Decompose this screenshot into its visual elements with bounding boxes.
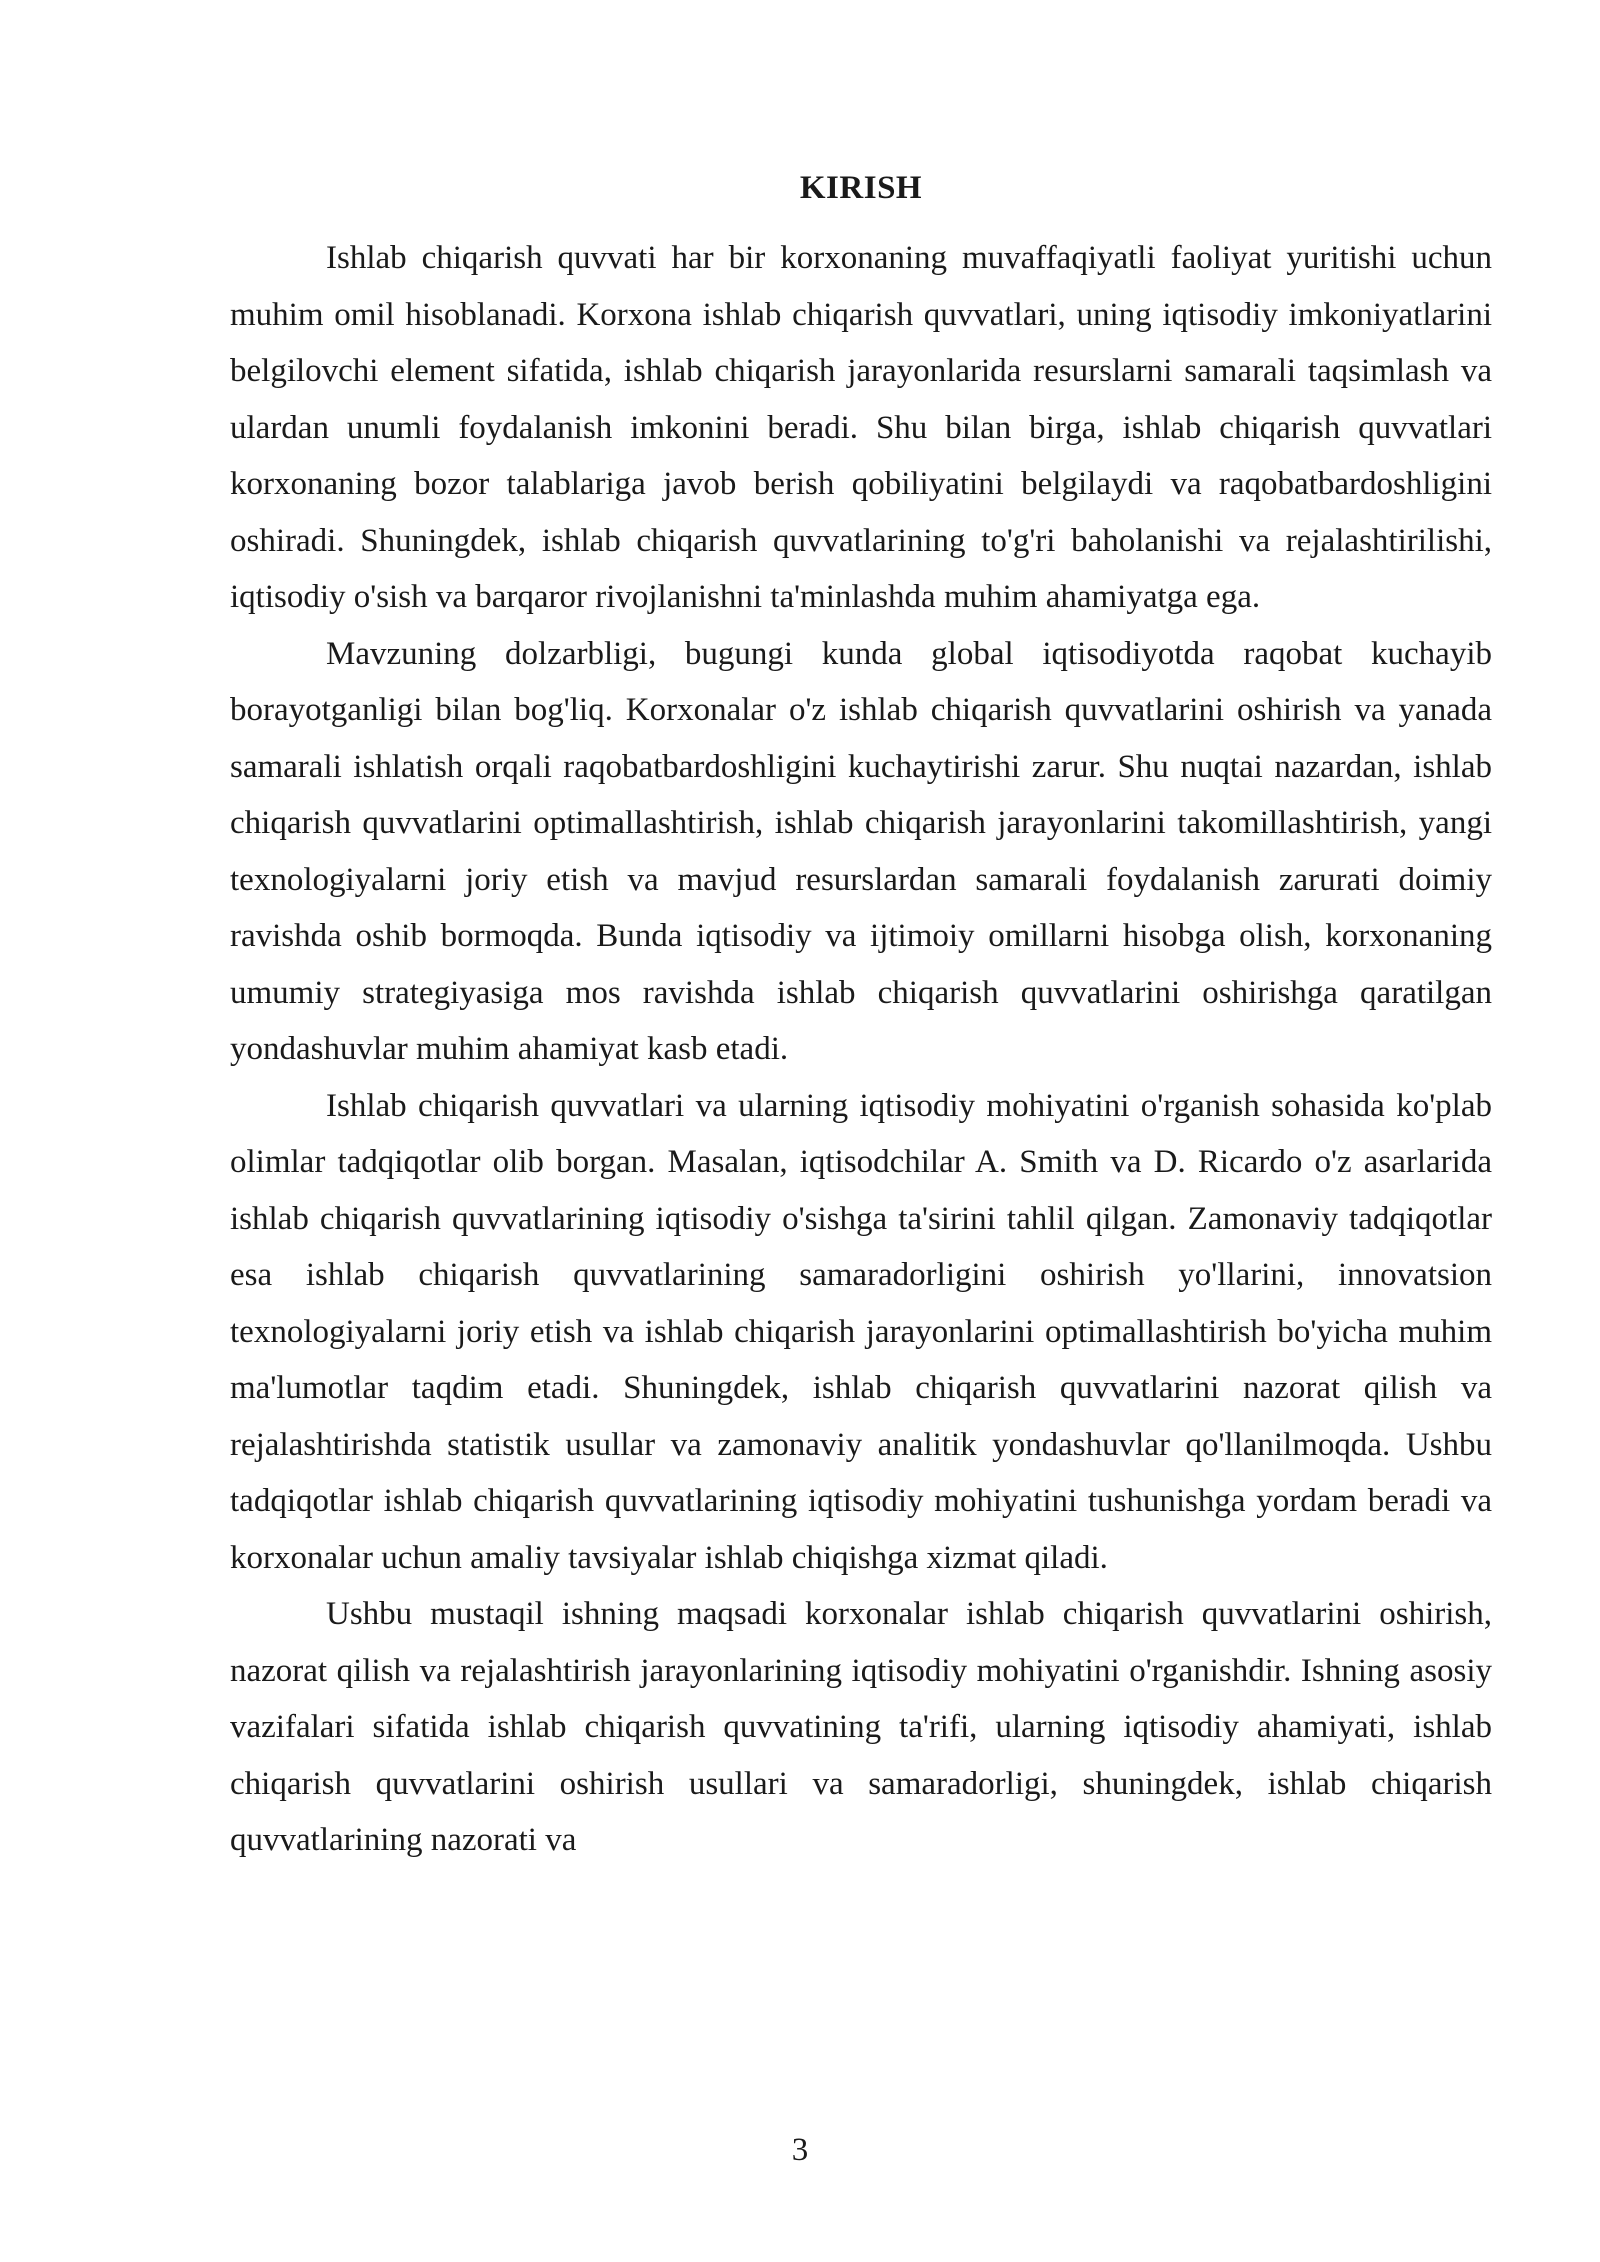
paragraph-4: Ushbu mustaqil ishning maqsadi korxonalar ishlab chiqarish quvvatlarini oshirish, nazorat qilish va rejalashtirish jarayonlarining iqtisodiy mohiyatini o'rganishdir. Ishning asosiy vazifalari sifatida ishlab chiqarish quvvatining ta'rifi, ularning iqtisodiy ahamiyati, ishlab chiqarish quvvatlarini oshirish usullari va samaradorligi, shuningdek, ishlab chiqarish quvvatlarining nazorati va (230, 1596, 1492, 1858)
paragraph-3: Ishlab chiqarish quvvatlari va ularning iqtisodiy mohiyatini o'rganish sohasida ko'plab olimlar tadqiqotlar olib borgan. Masalan, iqtisodchilar A. Smith va D. Ricardo o'z asarlarida ishlab chiqarish quvvatlarining iqtisodiy o'sishga ta'sirini tahlil qilgan. Zamonaviy tadqiqotlar esa ishlab chiqarish quvvatlarining samaradorligini oshirish yo'llarini, innovatsion texnologiyalarni joriy etish va ishlab chiqarish jarayonlarini optimallashtirish bo'yicha muhim ma'lumotlar taqdim etadi. Shuningdek, ishlab chiqarish quvvatlarini nazorat qilish va rejalashtirishda statistik usullar va zamonaviy analitik yondashuvlar qo'llanilmoqda. Ushbu tadqiqotlar ishlab chiqarish quvvatlarining iqtisodiy mohiyatini tushunishga yordam beradi va korxonalar uchun amaliy tavsiyalar ishlab chiqishga xizmat qiladi. (230, 1087, 1492, 1576)
section-title: KIRISH (799, 170, 923, 206)
page-number: 3 (791, 2132, 809, 2168)
paragraph-2: Mavzuning dolzarbligi, bugungi kunda global iqtisodiyotda raqobat kuchayib borayotganligi bilan bog'liq. Korxonalar o'z ishlab chiqarish quvvatlarini oshirish va yanada samarali ishlatish orqali raqobatbardoshligini kuchaytirishi zarur. Shu nuqtai nazardan, ishlab chiqarish quvvatlarini optimallashtirish, ishlab chiqarish jarayonlarini takomillashtirish, yangi texnologiyalarni joriy etish va mavjud resurslardan samarali foydalanish zarurati doimiy ravishda oshib bormoqda. Bunda iqtisodiy va ijtimoiy omillarni hisobga olish, korxonaning umumiy strategiyasiga mos ravishda ishlab chiqarish quvvatlarini oshirishga qaratilgan yondashuvlar muhim ahamiyat kasb etadi. (230, 635, 1492, 1067)
paragraph-1: Ishlab chiqarish quvvati har bir korxonaning muvaffaqiyatli faoliyat yuritishi uchun muhim omil hisoblanadi. Korxona ishlab chiqarish quvvatlari, uning iqtisodiy imkoniyatlarini belgilovchi element sifatida, ishlab chiqarish jarayonlarida resurslarni samarali taqsimlash va ulardan unumli foydalanish imkonini beradi. Shu bilan birga, ishlab chiqarish quvvatlari korxonaning bozor talablariga javob berish qobiliyatini belgilaydi va raqobatbardoshligini oshiradi. Shuningdek, ishlab chiqarish quvvatlarining to'g'ri baholanishi va rejalashtirilishi, iqtisodiy o'sish va barqaror rivojlanishni ta'minlashda muhim ahamiyatga ega. (230, 240, 1492, 615)
page-content (230, 160, 1492, 1869)
